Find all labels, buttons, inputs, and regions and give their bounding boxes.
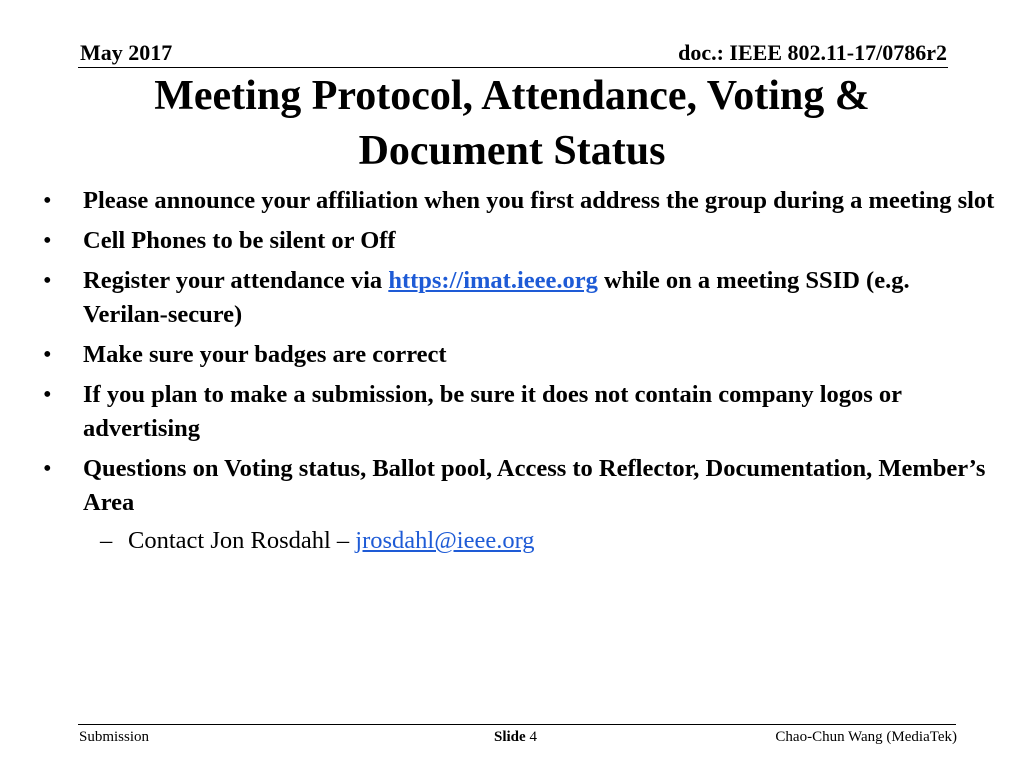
slide-title bbox=[60, 69, 964, 179]
bullet-item bbox=[40, 224, 1000, 258]
bullet-item bbox=[40, 264, 1000, 332]
bullet-item bbox=[40, 452, 1000, 520]
header-date: May 2017 bbox=[80, 40, 173, 65]
header-doc-id: doc.: IEEE 802.11-17/0786r2 bbox=[678, 40, 947, 65]
bullet-item bbox=[40, 338, 1000, 372]
bullet-dot-icon: • bbox=[43, 381, 52, 408]
bullet-text: Questions on Voting status, Ballot pool, Access to Reflector, Documentation, Member’s Area bbox=[83, 455, 986, 516]
footer-slide-number bbox=[494, 729, 537, 746]
bullet-dot-icon: • bbox=[43, 267, 52, 294]
slide-number: 4 bbox=[529, 729, 537, 745]
sub-bullet-text: Contact Jon Rosdahl – bbox=[128, 527, 356, 554]
bullet-text-post: while on a meeting SSID (e.g. Verilan-secure) bbox=[83, 267, 910, 328]
bullet-dot-icon: • bbox=[43, 227, 52, 254]
footer-submission: Submission bbox=[79, 729, 150, 745]
bullet-item bbox=[40, 378, 1000, 446]
slide-title-line-1: Meeting Protocol, Attendance, Voting & bbox=[154, 73, 870, 119]
bullet-text-pre: Register your attendance via bbox=[83, 267, 389, 294]
bullet-text: If you plan to make a submission, be sure it does not contain company logos or advertising bbox=[83, 381, 902, 442]
dash-icon: – bbox=[100, 527, 113, 554]
bullet-list bbox=[40, 184, 1000, 558]
slide-label: Slide bbox=[494, 729, 526, 745]
bullet-item bbox=[40, 184, 1000, 218]
imat-link[interactable]: https://imat.ieee.org bbox=[388, 267, 598, 294]
bullet-text: Make sure your badges are correct bbox=[83, 341, 447, 368]
bullet-dot-icon: • bbox=[43, 455, 52, 482]
bullet-text: Cell Phones to be silent or Off bbox=[83, 227, 396, 254]
email-link[interactable]: jrosdahl@ieee.org bbox=[355, 527, 535, 554]
bullet-dot-icon: • bbox=[43, 341, 52, 368]
slide-title-line-2: Document Status bbox=[358, 128, 666, 174]
bullet-dot-icon: • bbox=[43, 187, 52, 214]
header-divider bbox=[78, 67, 948, 68]
sub-bullet-item bbox=[40, 524, 1000, 558]
footer-author: Chao-Chun Wang (MediaTek) bbox=[775, 729, 957, 745]
footer-divider bbox=[78, 724, 956, 725]
bullet-text: Please announce your affiliation when you first address the group during a meeting slot bbox=[83, 187, 995, 214]
